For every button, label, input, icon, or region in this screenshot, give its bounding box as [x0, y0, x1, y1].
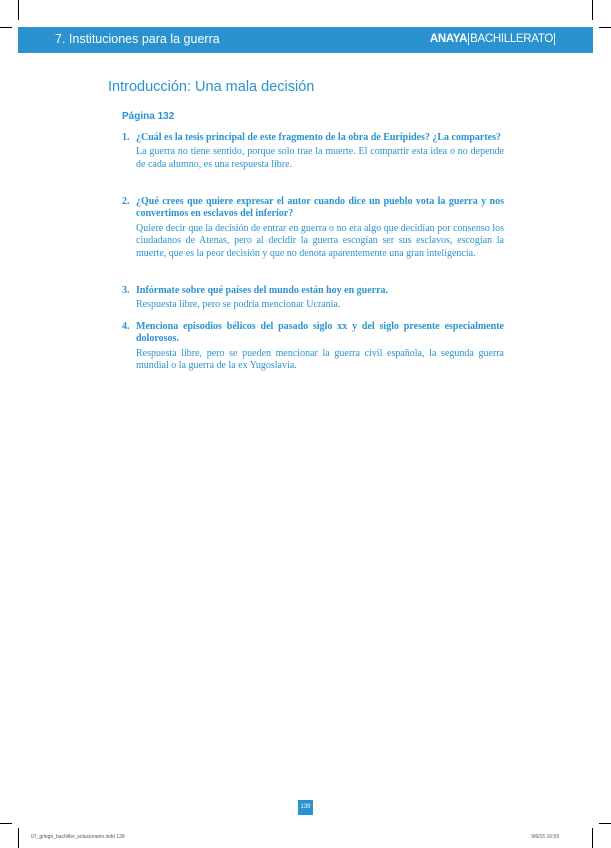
question-text: ¿Qué crees que quiere expresar el autor cuando dice un pueblo vota la guerra y nos convertimos en esclavos del inferior? — [136, 196, 504, 220]
crop-mark — [592, 828, 593, 848]
question-number: 3. — [122, 285, 130, 296]
crop-mark — [599, 823, 611, 824]
crop-mark — [18, 0, 19, 20]
brand-logo — [430, 33, 555, 45]
question-text: ¿Cuál es la tesis principal de este fragmento de la obra de Eurípides? ¿La compartes? — [136, 132, 501, 143]
crop-mark — [18, 828, 19, 848]
question-text: Infórmate sobre qué países del mundo están hoy en guerra. — [136, 285, 389, 296]
question-number: 4. — [122, 321, 130, 332]
question-item — [122, 196, 504, 260]
crop-mark — [0, 27, 12, 28]
chapter-title: 7. Instituciones para la guerra — [55, 32, 220, 46]
answer-text: Quiere decir que la decisión de entrar en guerra o no era algo que decidían por consenso los ciudadanos de Atenas, pero al decidir la guerra escogían ser sus esclavos, escogían la muerte, que es la peor decisión y que no denota aparentemente una gran inteligencia. — [136, 222, 504, 259]
file-info: 07_griego_bachiller_solucionario.indd 139 — [31, 834, 125, 840]
section-title: Introducción: Una mala decisión — [108, 79, 315, 95]
answer-text: Respuesta libre, pero se podría mencionar Ucrania. — [136, 299, 341, 311]
date-info: 9/6/15 16:59 — [531, 834, 559, 840]
question-number: 2. — [122, 196, 130, 207]
question-text: Menciona episodios bélicos del pasado siglo xx y del siglo presente especialmente dolorosos. — [136, 321, 504, 345]
answer-text: La guerra no tiene sentido, porque solo trae la muerte. El compartir esta idea o no depende de cada alumno, es una respuesta libre. — [136, 146, 504, 170]
brand-part-anaya: ANAYA — [429, 33, 468, 45]
answer-text: Respuesta libre, pero se pueden mencionar la guerra civil española, la segunda guerra mundial o la guerra de la ex Yugoslavia. — [136, 347, 504, 372]
crop-mark — [592, 0, 593, 20]
page-reference: Página 132 — [122, 111, 175, 122]
question-item — [122, 321, 504, 373]
crop-mark — [599, 27, 611, 28]
question-number: 1. — [122, 132, 130, 143]
crop-mark — [0, 823, 12, 824]
question-item — [122, 132, 504, 171]
brand-part-bachillerato: BACHILLERATO — [470, 33, 553, 45]
question-item — [122, 285, 504, 312]
page-number: 139 — [298, 800, 313, 815]
